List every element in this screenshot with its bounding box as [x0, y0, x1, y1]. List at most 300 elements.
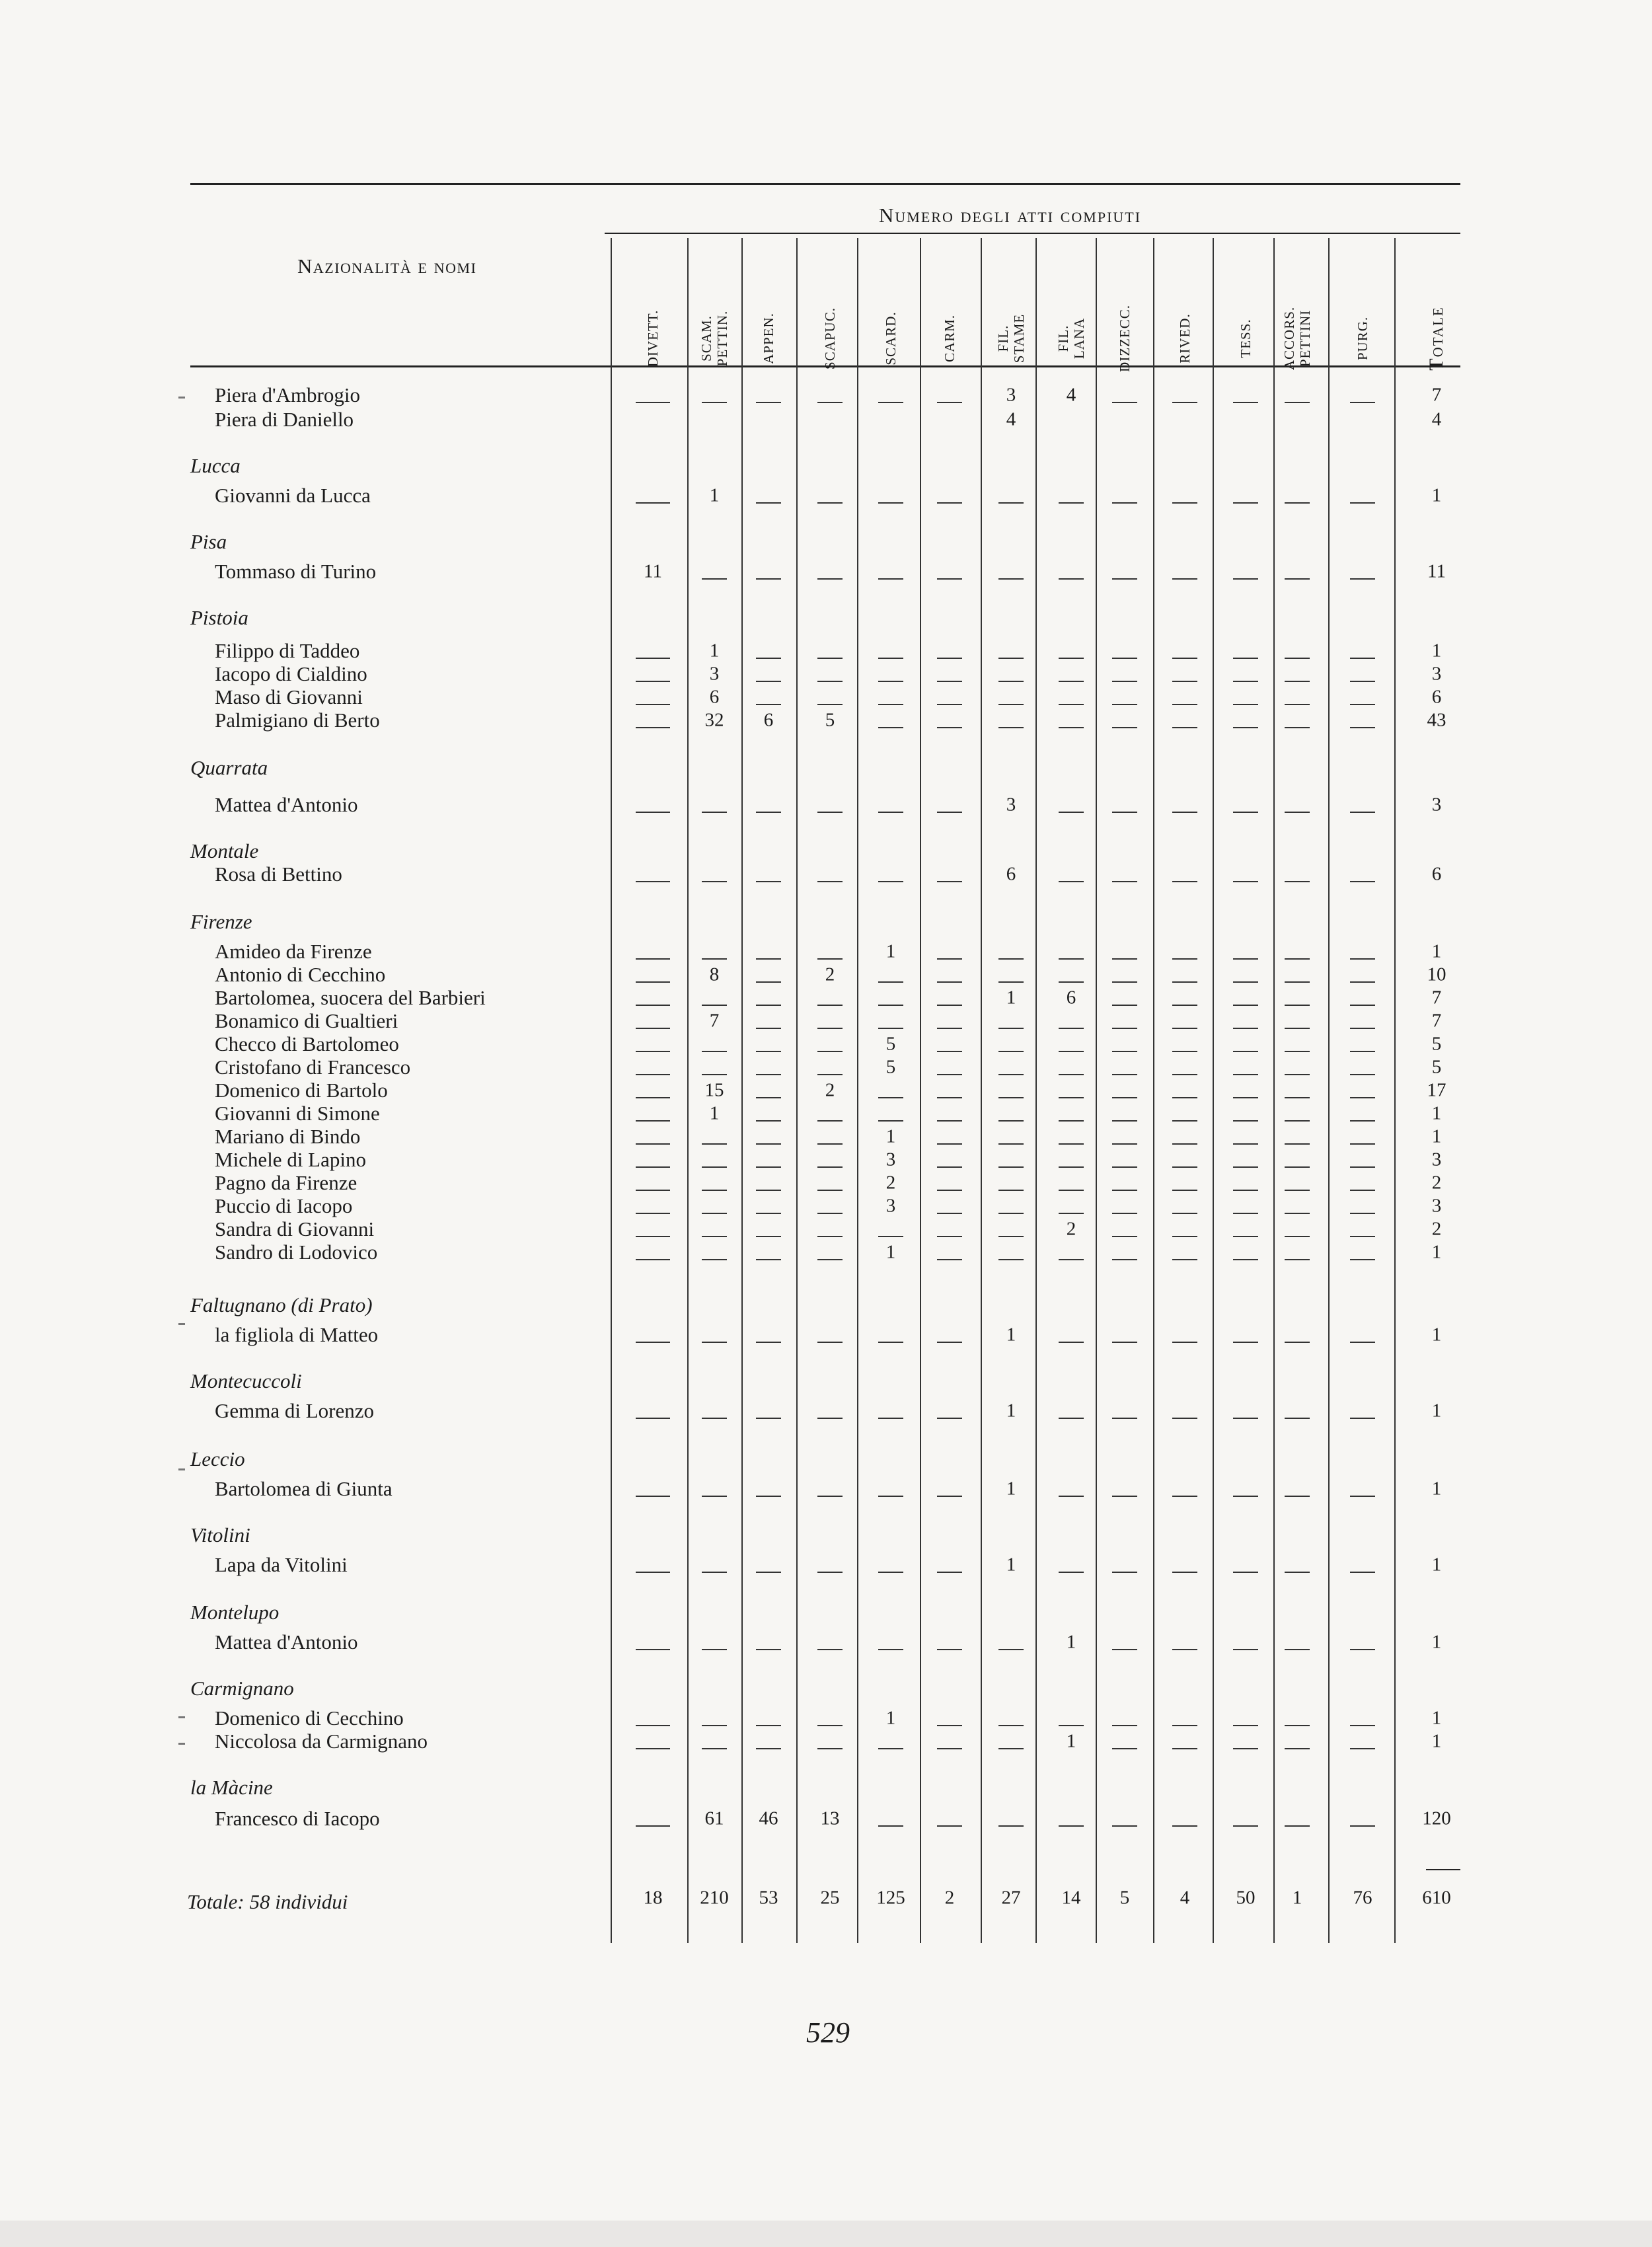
person-name: Palmigiano di Berto — [215, 708, 380, 732]
cell-value: 1 — [1431, 1125, 1442, 1147]
empty-cell-dash — [756, 1166, 781, 1168]
empty-cell-dash — [756, 981, 781, 983]
empty-cell-dash — [636, 812, 670, 813]
empty-cell-dash — [1172, 727, 1197, 728]
empty-cell-dash — [702, 1649, 727, 1650]
empty-cell-dash — [756, 402, 781, 403]
empty-cell-dash — [937, 1213, 962, 1214]
empty-cell-dash — [1233, 658, 1258, 659]
empty-cell-dash — [1059, 681, 1084, 682]
empty-cell-dash — [937, 1236, 962, 1237]
empty-cell-dash — [937, 1496, 962, 1497]
empty-cell-dash — [1172, 578, 1197, 580]
empty-cell-dash — [937, 1143, 962, 1145]
empty-cell-dash — [636, 981, 670, 983]
empty-cell-dash — [1285, 578, 1310, 580]
empty-cell-dash — [1233, 1143, 1258, 1145]
cell-value: 1 — [1066, 1631, 1076, 1653]
empty-cell-dash — [756, 502, 781, 504]
empty-cell-dash — [998, 1097, 1024, 1098]
empty-cell-dash — [878, 1649, 903, 1650]
person-name: Mariano di Bindo — [215, 1125, 361, 1148]
empty-cell-dash — [998, 578, 1024, 580]
empty-cell-dash — [1285, 402, 1310, 403]
empty-cell-dash — [998, 681, 1024, 682]
empty-cell-dash — [1285, 1725, 1310, 1726]
total-value: 18 — [643, 1887, 663, 1909]
empty-cell-dash — [998, 704, 1024, 705]
empty-cell-dash — [817, 958, 843, 960]
cell-value: 3 — [1006, 794, 1016, 816]
empty-cell-dash — [1285, 704, 1310, 705]
empty-cell-dash — [1350, 578, 1375, 580]
empty-cell-dash — [1285, 1097, 1310, 1098]
empty-cell-dash — [636, 704, 670, 705]
cell-value: 1 — [1006, 1400, 1016, 1422]
empty-cell-dash — [1285, 1259, 1310, 1260]
person-name: Rosa di Bettino — [215, 862, 342, 886]
empty-cell-dash — [1112, 502, 1137, 504]
cell-value: 6 — [1006, 863, 1016, 885]
place-heading — [190, 1776, 273, 1800]
margin-mark — [178, 1716, 185, 1718]
empty-cell-dash — [998, 1213, 1024, 1214]
empty-cell-dash — [702, 1190, 727, 1191]
empty-cell-dash — [817, 658, 843, 659]
column-header-label: DIVETT. — [645, 309, 661, 367]
person-name: Piera d'Ambrogio — [215, 383, 360, 406]
place-name: Quarrata — [190, 756, 268, 779]
empty-cell-dash — [1350, 1143, 1375, 1145]
empty-cell-dash — [1285, 1074, 1310, 1075]
empty-cell-dash — [756, 1748, 781, 1749]
cell-value: 4 — [1006, 408, 1016, 430]
empty-cell-dash — [1233, 1051, 1258, 1052]
totals-count: : 58 individui — [237, 1890, 348, 1913]
cell-value: 3 — [1431, 1195, 1442, 1217]
total-column-rule — [1426, 1869, 1460, 1870]
empty-cell-dash — [702, 1051, 727, 1052]
person-name: Cristofano di Francesco — [215, 1055, 411, 1079]
person-name: Bartolomea, suocera del Barbieri — [215, 986, 486, 1009]
empty-cell-dash — [1059, 1120, 1084, 1122]
person-name: Sandro di Lodovico — [215, 1240, 378, 1264]
empty-cell-dash — [1285, 727, 1310, 728]
empty-cell-dash — [636, 1097, 670, 1098]
person-name: Francesco di Iacopo — [215, 1807, 380, 1830]
cell-value: 1 — [709, 484, 720, 506]
empty-cell-dash — [817, 1649, 843, 1650]
empty-cell-dash — [1233, 1166, 1258, 1168]
empty-cell-dash — [817, 1236, 843, 1237]
person-name: Iacopo di Cialdino — [215, 662, 367, 685]
person-name: Domenico di Bartolo — [215, 1079, 388, 1102]
column-header-label: SCAPUC. — [822, 307, 838, 369]
empty-cell-dash — [1285, 502, 1310, 504]
empty-cell-dash — [1059, 1213, 1084, 1214]
empty-cell-dash — [998, 502, 1024, 504]
empty-cell-dash — [1112, 658, 1137, 659]
column-divider — [1213, 238, 1214, 1943]
empty-cell-dash — [878, 658, 903, 659]
empty-cell-dash — [937, 1342, 962, 1343]
place-heading — [190, 1447, 245, 1471]
empty-cell-dash — [1172, 502, 1197, 504]
empty-cell-dash — [756, 1418, 781, 1419]
cell-value: 2 — [885, 1172, 896, 1194]
empty-cell-dash — [636, 502, 670, 504]
cell-value: 13 — [820, 1808, 840, 1829]
empty-cell-dash — [817, 681, 843, 682]
empty-cell-dash — [1112, 1236, 1137, 1237]
total-value: 210 — [700, 1887, 729, 1909]
empty-cell-dash — [1112, 1572, 1137, 1573]
column-group-label: Nazionalità e nomi — [297, 254, 477, 278]
person-name: Piera di Daniello — [215, 408, 354, 431]
totals-label-word: Totale — [187, 1890, 238, 1913]
empty-cell-dash — [817, 1572, 843, 1573]
cell-value: 1 — [709, 640, 720, 662]
empty-cell-dash — [817, 1074, 843, 1075]
empty-cell-dash — [998, 658, 1024, 659]
table-top-rule — [190, 183, 1460, 185]
empty-cell-dash — [756, 958, 781, 960]
cell-value: 5 — [885, 1033, 896, 1055]
person-name: Antonio di Cecchino — [215, 963, 386, 986]
empty-cell-dash — [1059, 1418, 1084, 1419]
cell-value: 1 — [1006, 987, 1016, 1009]
empty-cell-dash — [636, 1748, 670, 1749]
total-value: 1 — [1292, 1887, 1302, 1909]
empty-cell-dash — [702, 881, 727, 882]
cell-value: 6 — [1431, 863, 1442, 885]
empty-cell-dash — [756, 658, 781, 659]
empty-cell-dash — [1059, 1097, 1084, 1098]
empty-cell-dash — [1233, 1496, 1258, 1497]
column-divider — [1153, 238, 1154, 1943]
empty-cell-dash — [1059, 1028, 1084, 1029]
margin-mark — [178, 1743, 185, 1745]
empty-cell-dash — [817, 1418, 843, 1419]
empty-cell-dash — [1059, 1143, 1084, 1145]
empty-cell-dash — [756, 1005, 781, 1006]
empty-cell-dash — [1350, 1005, 1375, 1006]
empty-cell-dash — [1112, 727, 1137, 728]
empty-cell-dash — [636, 1005, 670, 1006]
total-value: 27 — [1001, 1887, 1021, 1909]
place-name: Montale — [190, 839, 259, 862]
empty-cell-dash — [878, 402, 903, 403]
column-divider — [1394, 238, 1396, 1943]
empty-cell-dash — [636, 1342, 670, 1343]
empty-cell-dash — [878, 681, 903, 682]
cell-value: 3 — [709, 663, 720, 685]
cell-value: 15 — [704, 1079, 724, 1101]
empty-cell-dash — [998, 1825, 1024, 1827]
empty-cell-dash — [702, 1143, 727, 1145]
place-name: Firenze — [190, 910, 252, 933]
empty-cell-dash — [756, 1143, 781, 1145]
empty-cell-dash — [998, 1143, 1024, 1145]
empty-cell-dash — [1112, 881, 1137, 882]
empty-cell-dash — [1233, 1572, 1258, 1573]
empty-cell-dash — [998, 1725, 1024, 1726]
empty-cell-dash — [1350, 1051, 1375, 1052]
empty-cell-dash — [1233, 1074, 1258, 1075]
empty-cell-dash — [636, 1496, 670, 1497]
empty-cell-dash — [817, 1143, 843, 1145]
empty-cell-dash — [756, 681, 781, 682]
empty-cell-dash — [1172, 704, 1197, 705]
empty-cell-dash — [937, 1649, 962, 1650]
empty-cell-dash — [878, 1342, 903, 1343]
empty-cell-dash — [636, 681, 670, 682]
person-name: Amideo da Firenze — [215, 940, 372, 963]
empty-cell-dash — [1350, 881, 1375, 882]
margin-mark — [178, 397, 185, 399]
empty-cell-dash — [1285, 1005, 1310, 1006]
empty-cell-dash — [937, 1120, 962, 1122]
empty-cell-dash — [1350, 1213, 1375, 1214]
empty-cell-dash — [702, 1748, 727, 1749]
cell-value: 61 — [704, 1808, 724, 1829]
empty-cell-dash — [636, 958, 670, 960]
empty-cell-dash — [937, 1825, 962, 1827]
empty-cell-dash — [1172, 812, 1197, 813]
place-heading — [190, 454, 241, 478]
empty-cell-dash — [817, 1725, 843, 1726]
empty-cell-dash — [756, 578, 781, 580]
total-value: 50 — [1236, 1887, 1256, 1909]
empty-cell-dash — [1233, 1725, 1258, 1726]
empty-cell-dash — [636, 1166, 670, 1168]
empty-cell-dash — [998, 958, 1024, 960]
person-name: Lapa da Vitolini — [215, 1553, 348, 1576]
empty-cell-dash — [998, 1236, 1024, 1237]
empty-cell-dash — [1285, 1649, 1310, 1650]
empty-cell-dash — [937, 1097, 962, 1098]
empty-cell-dash — [1059, 578, 1084, 580]
empty-cell-dash — [1059, 1572, 1084, 1573]
empty-cell-dash — [937, 1748, 962, 1749]
empty-cell-dash — [1112, 1725, 1137, 1726]
empty-cell-dash — [1285, 812, 1310, 813]
empty-cell-dash — [1350, 958, 1375, 960]
cell-value: 7 — [709, 1010, 720, 1032]
cell-value: 5 — [825, 709, 835, 731]
column-divider — [857, 238, 858, 1943]
cell-value: 46 — [759, 1808, 778, 1829]
empty-cell-dash — [1285, 881, 1310, 882]
empty-cell-dash — [1350, 1418, 1375, 1419]
empty-cell-dash — [878, 1120, 903, 1122]
empty-cell-dash — [1172, 1190, 1197, 1191]
title-rule — [605, 233, 1460, 234]
empty-cell-dash — [1350, 1496, 1375, 1497]
empty-cell-dash — [1172, 1236, 1197, 1237]
empty-cell-dash — [878, 578, 903, 580]
empty-cell-dash — [1172, 1005, 1197, 1006]
empty-cell-dash — [1172, 1725, 1197, 1726]
empty-cell-dash — [636, 1236, 670, 1237]
person-name: Gemma di Lorenzo — [215, 1399, 375, 1422]
empty-cell-dash — [998, 1259, 1024, 1260]
cell-value: 6 — [1066, 987, 1076, 1009]
empty-cell-dash — [998, 1748, 1024, 1749]
empty-cell-dash — [937, 1028, 962, 1029]
empty-cell-dash — [998, 1051, 1024, 1052]
empty-cell-dash — [1233, 1418, 1258, 1419]
cell-value: 4 — [1066, 384, 1076, 406]
person-name: Filippo di Taddeo — [215, 639, 360, 662]
empty-cell-dash — [636, 1725, 670, 1726]
total-value: 610 — [1422, 1887, 1451, 1909]
cell-value: 1 — [885, 940, 896, 962]
empty-cell-dash — [702, 1725, 727, 1726]
empty-cell-dash — [1350, 1166, 1375, 1168]
cell-value: 1 — [1006, 1324, 1016, 1346]
total-value: 76 — [1353, 1887, 1372, 1909]
empty-cell-dash — [937, 1190, 962, 1191]
person-name: Maso di Giovanni — [215, 685, 363, 708]
empty-cell-dash — [1059, 812, 1084, 813]
empty-cell-dash — [1112, 1120, 1137, 1122]
column-divider — [687, 238, 689, 1943]
place-name: Vitolini — [190, 1523, 250, 1546]
empty-cell-dash — [937, 402, 962, 403]
empty-cell-dash — [1059, 1074, 1084, 1075]
person-name: Niccolosa da Carmignano — [215, 1730, 428, 1753]
place-name: Montecuccoli — [190, 1369, 302, 1392]
empty-cell-dash — [1112, 1028, 1137, 1029]
empty-cell-dash — [1172, 981, 1197, 983]
empty-cell-dash — [1112, 1213, 1137, 1214]
empty-cell-dash — [702, 812, 727, 813]
empty-cell-dash — [1285, 1190, 1310, 1191]
empty-cell-dash — [636, 1259, 670, 1260]
empty-cell-dash — [1350, 1097, 1375, 1098]
empty-cell-dash — [1172, 1496, 1197, 1497]
empty-cell-dash — [636, 1190, 670, 1191]
person-name: Bartolomea di Giunta — [215, 1477, 393, 1500]
cell-value: 4 — [1431, 408, 1442, 430]
place-heading — [190, 910, 252, 934]
empty-cell-dash — [1233, 1259, 1258, 1260]
column-divider — [1328, 238, 1330, 1943]
empty-cell-dash — [702, 1572, 727, 1573]
person-name: Mattea d'Antonio — [215, 793, 358, 816]
empty-cell-dash — [1112, 958, 1137, 960]
place-heading — [190, 606, 248, 630]
empty-cell-dash — [1233, 958, 1258, 960]
empty-cell-dash — [1172, 1418, 1197, 1419]
empty-cell-dash — [878, 1572, 903, 1573]
cell-value: 8 — [709, 964, 720, 985]
person-name: Tommaso di Turino — [215, 560, 377, 583]
empty-cell-dash — [937, 881, 962, 882]
empty-cell-dash — [937, 1074, 962, 1075]
empty-cell-dash — [817, 812, 843, 813]
cell-value: 17 — [1427, 1079, 1446, 1101]
cell-value: 1 — [1431, 1241, 1442, 1263]
empty-cell-dash — [1172, 402, 1197, 403]
empty-cell-dash — [1112, 1342, 1137, 1343]
empty-cell-dash — [817, 1051, 843, 1052]
empty-cell-dash — [937, 1051, 962, 1052]
column-divider — [981, 238, 982, 1943]
empty-cell-dash — [1059, 981, 1084, 983]
empty-cell-dash — [702, 958, 727, 960]
cell-value: 1 — [1431, 640, 1442, 662]
column-header-label: FIL. STAME — [995, 313, 1027, 363]
empty-cell-dash — [1233, 1028, 1258, 1029]
empty-cell-dash — [1059, 881, 1084, 882]
empty-cell-dash — [702, 1213, 727, 1214]
empty-cell-dash — [1172, 1051, 1197, 1052]
empty-cell-dash — [878, 1496, 903, 1497]
empty-cell-dash — [1233, 1005, 1258, 1006]
table-title: Numero degli atti compiuti — [879, 204, 1142, 227]
empty-cell-dash — [1350, 502, 1375, 504]
cell-value: 3 — [1431, 1149, 1442, 1170]
empty-cell-dash — [937, 727, 962, 728]
empty-cell-dash — [702, 1418, 727, 1419]
empty-cell-dash — [1350, 981, 1375, 983]
empty-cell-dash — [1350, 1074, 1375, 1075]
place-heading — [190, 1523, 250, 1547]
empty-cell-dash — [702, 402, 727, 403]
empty-cell-dash — [937, 502, 962, 504]
empty-cell-dash — [817, 578, 843, 580]
empty-cell-dash — [756, 1213, 781, 1214]
person-name: Bonamico di Gualtieri — [215, 1009, 398, 1032]
page-number: 529 — [806, 2016, 850, 2049]
column-header-label: ACCORS. PETTINI — [1281, 306, 1313, 371]
empty-cell-dash — [1172, 681, 1197, 682]
cell-value: 3 — [1431, 794, 1442, 816]
empty-cell-dash — [1350, 1120, 1375, 1122]
empty-cell-dash — [1112, 1097, 1137, 1098]
empty-cell-dash — [998, 1649, 1024, 1650]
empty-cell-dash — [636, 727, 670, 728]
empty-cell-dash — [1172, 1748, 1197, 1749]
cell-value: 43 — [1427, 709, 1446, 731]
total-value: 53 — [759, 1887, 778, 1909]
empty-cell-dash — [702, 1236, 727, 1237]
cell-value: 1 — [1066, 1730, 1076, 1752]
empty-cell-dash — [937, 981, 962, 983]
margin-mark — [178, 1468, 185, 1470]
column-divider — [611, 238, 612, 1943]
empty-cell-dash — [1350, 1748, 1375, 1749]
empty-cell-dash — [1285, 1166, 1310, 1168]
empty-cell-dash — [636, 1213, 670, 1214]
empty-cell-dash — [998, 1074, 1024, 1075]
empty-cell-dash — [1233, 727, 1258, 728]
empty-cell-dash — [1059, 727, 1084, 728]
column-header-label: APPEN. — [761, 313, 776, 364]
empty-cell-dash — [1059, 1166, 1084, 1168]
empty-cell-dash — [1233, 1190, 1258, 1191]
place-heading — [190, 839, 258, 863]
empty-cell-dash — [937, 658, 962, 659]
cell-value: 2 — [1066, 1218, 1076, 1240]
cell-value: 1 — [709, 1102, 720, 1124]
empty-cell-dash — [1233, 1825, 1258, 1827]
place-name: Leccio — [190, 1447, 245, 1470]
cell-value: 2 — [1431, 1172, 1442, 1194]
empty-cell-dash — [1112, 1649, 1137, 1650]
